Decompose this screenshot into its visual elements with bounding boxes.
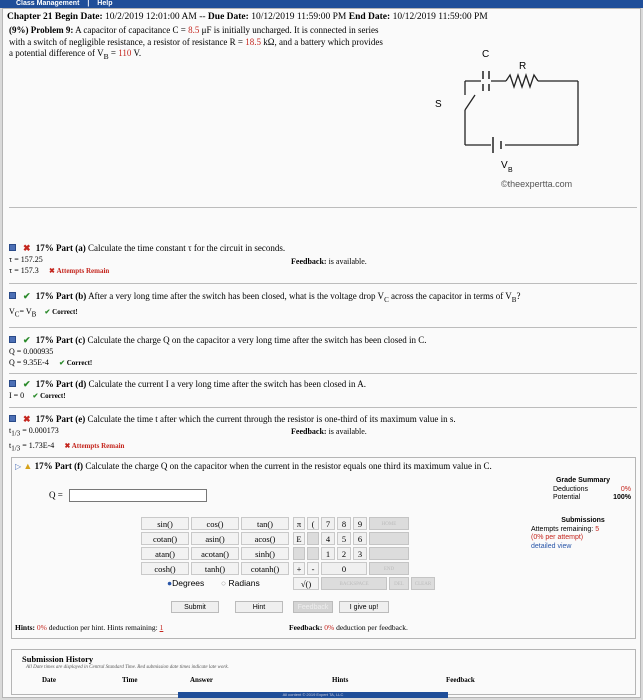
part-a-icon <box>9 243 20 252</box>
hint-button[interactable]: Hint <box>235 601 283 613</box>
digit-8-button[interactable]: 8 <box>337 517 351 530</box>
end-button[interactable]: END <box>369 562 409 575</box>
part-e-question: Calculate the time t after which the current through the resistor is one-third of its maximum value in s. <box>87 414 456 424</box>
warning-icon: ▲ <box>23 461 33 471</box>
date-dash: -- <box>199 12 206 22</box>
due-date-label: Due Date: <box>207 12 249 22</box>
col-hints: Hints <box>332 676 349 684</box>
digit-1-button[interactable]: 1 <box>321 547 335 560</box>
grade-summary <box>531 477 635 503</box>
part-a-answer-1: τ = 157.25 <box>9 255 43 264</box>
part-e-icon <box>9 414 20 423</box>
col-feedback: Feedback <box>446 676 475 684</box>
top-menu-bar <box>0 0 643 8</box>
problem-text-3b: = <box>110 48 116 58</box>
cotanh-button[interactable]: cotanh() <box>241 562 289 575</box>
chapter-title: Chapter 21 <box>7 12 53 22</box>
digit-6-button[interactable]: 6 <box>353 532 367 545</box>
calculator <box>141 517 438 592</box>
part-b-percent: 17% <box>35 291 54 301</box>
submission-history <box>11 649 636 695</box>
resistor-label: R <box>519 61 527 72</box>
problem-text-4: V. <box>133 48 142 58</box>
separator <box>9 283 637 284</box>
part-a-percent: 17% <box>35 243 54 253</box>
part-b-question-2-sub: B <box>511 295 517 304</box>
give-up-button[interactable]: I give up! <box>339 601 389 613</box>
part-d-answer: I = 0 <box>9 391 25 400</box>
part-c-answer-2: Q = 9.35E-4 <box>9 358 49 367</box>
sqrt-button[interactable]: √() <box>293 577 319 590</box>
attempts-label: Attempts remaining: <box>531 525 594 533</box>
expand-arrow-icon[interactable]: ▷ <box>15 462 22 471</box>
blank-key <box>369 532 409 545</box>
class-management-link[interactable]: Class Management <box>16 0 80 7</box>
part-a-question: Calculate the time constant τ for the circuit in seconds. <box>88 243 286 253</box>
digit-9-button[interactable]: 9 <box>353 517 367 530</box>
part-f-label[interactable]: Part (f) <box>54 461 84 471</box>
part-e-status: Attempts Remain <box>71 441 125 450</box>
minus-button[interactable]: - <box>307 562 319 575</box>
blank-key <box>307 532 319 545</box>
submissions-title: Submissions <box>561 517 605 524</box>
hints-percent: 0% <box>36 623 47 632</box>
detailed-view-link[interactable]: detailed view <box>531 542 572 550</box>
part-d-percent: 17% <box>35 379 54 389</box>
sin-button[interactable]: sin() <box>141 517 189 530</box>
check-icon: ✔ <box>23 379 31 389</box>
clear-button[interactable]: CLEAR <box>411 577 435 590</box>
degrees-radio[interactable]: ●Degrees <box>167 578 205 588</box>
del-button[interactable]: DEL <box>389 577 409 590</box>
part-c-percent: 17% <box>35 335 54 345</box>
part-b-answer: $V_C= V_B$ <box>9 306 37 319</box>
battery-label-sub: B <box>508 167 513 174</box>
part-d-question: Calculate the current I a very long time after the switch has been closed in A. <box>88 379 366 389</box>
part-a-status: Attempts Remain <box>56 267 110 275</box>
problem-text-3: kΩ, and a battery which provides a potential difference of V <box>9 36 383 58</box>
answer-input[interactable] <box>69 489 207 502</box>
part-e-feedback <box>291 426 367 437</box>
end-date-label: End Date: <box>348 12 391 22</box>
separator <box>9 407 637 408</box>
submissions-summary <box>531 517 635 551</box>
deductions-value: 0% <box>620 485 631 493</box>
grade-summary-title: Grade Summary <box>555 477 611 484</box>
cos-button[interactable]: cos() <box>191 517 239 530</box>
hints-label: Hints: <box>15 623 36 632</box>
part-e-percent: 17% <box>35 414 54 424</box>
part-f <box>15 461 643 472</box>
hints-remaining: 1 <box>159 623 164 632</box>
problem-number: (9%) Problem 9: <box>9 25 74 35</box>
digit-2-button[interactable]: 2 <box>337 547 351 560</box>
feedback-deduction-label: Feedback: <box>289 623 323 632</box>
tan-button[interactable]: tan() <box>241 517 289 530</box>
part-b-question: After a very long time after the switch has been closed, what is the voltage drop V <box>88 291 385 301</box>
feedback-label: Feedback: <box>291 427 327 436</box>
attempts-value: 5 <box>595 525 600 533</box>
radians-radio[interactable]: ○ Radians <box>221 578 260 588</box>
problem-statement <box>9 25 389 62</box>
watermark: ©theexpertta.com <box>501 179 573 189</box>
digit-0-button[interactable]: 0 <box>321 562 367 575</box>
backspace-button[interactable]: BACKSPACE <box>321 577 387 590</box>
separator <box>9 327 637 328</box>
part-c-answer-1: Q = 0.000935 <box>9 347 54 356</box>
problem-text-2: μF is initially uncharged. It is connected in series with a switch of negligible resistance, a resistor of resistance R = <box>9 25 379 47</box>
part-b-label[interactable]: Part (b) <box>56 291 87 301</box>
digit-7-button[interactable]: 7 <box>321 517 335 530</box>
feedback-button[interactable]: Feedback <box>293 601 333 613</box>
potential-label: Potential <box>553 494 581 501</box>
submit-button[interactable]: Submit <box>171 601 219 613</box>
col-time: Time <box>122 676 138 684</box>
part-e: ✖ 17% Part (e) Calculate the time t after which the current through the resistor is one-third of its maximum value in s. $t_{1/3} = 0.000173$ $t_{1/3} = 1.73E-4$ ✖ Attempts Remain Feedback: is available. <box>9 414 456 453</box>
feedback-value: is available. <box>328 257 367 266</box>
e-button[interactable]: E <box>293 532 305 545</box>
part-b: ✔ 17% Part (b) After a very long time after the switch has been closed, what is the voltage drop $V_C$ across the capacitor in terms of $V_B$? $V_C= V_B$ ✔ Correct! <box>9 291 521 319</box>
separator <box>9 207 637 208</box>
part-f-question: Calculate the charge Q on the capacitor when the current in the resistor equals one third its maximum value in C. <box>85 461 492 471</box>
menu-separator: | <box>87 0 90 7</box>
part-e-answer-2: $t_{1/3} = 1.73E-4$ <box>9 440 55 453</box>
home-button[interactable]: HOME <box>369 517 409 530</box>
acotan-button[interactable]: acotan() <box>191 547 239 560</box>
help-link[interactable]: Help <box>97 0 113 7</box>
part-c-label[interactable]: Part (c) <box>56 335 86 345</box>
col-date: Date <box>42 676 56 684</box>
part-b-question-2: across the capacitor in terms of V <box>390 291 512 301</box>
circuit-diagram <box>403 25 633 175</box>
digit-3-button[interactable]: 3 <box>353 547 367 560</box>
deductions-label: Deductions <box>553 485 589 493</box>
part-b-question-3: ? <box>516 291 521 301</box>
part-e-answer-1: $t_{1/3} = 0.000173$ <box>9 426 59 438</box>
problem-sheet <box>2 8 641 698</box>
separator <box>9 373 637 374</box>
part-b-status: Correct! <box>52 307 78 316</box>
col-answer: Answer <box>190 676 213 684</box>
part-d: ✔ 17% Part (d) Calculate the current I a very long time after the switch has been closed in A. I = 0 ✔ Correct! <box>9 379 366 400</box>
due-date-value: 10/12/2019 11:59:00 PM <box>251 12 347 22</box>
switch-label: S <box>435 99 442 110</box>
q-input-label: Q = <box>49 490 63 500</box>
part-d-status: Correct! <box>40 392 66 400</box>
hints-text: deduction per hint. Hints remaining: <box>48 623 158 632</box>
blank-key <box>307 547 319 560</box>
part-a-answer-2: τ = 157.3 <box>9 266 39 275</box>
blank-key <box>369 547 409 560</box>
part-e-label[interactable]: Part (e) <box>56 414 86 424</box>
pi-button[interactable]: π <box>293 517 305 530</box>
vb-subscript: B <box>103 51 109 61</box>
acos-button[interactable]: acos() <box>241 532 289 545</box>
part-c-icon <box>9 335 20 344</box>
x-icon: ✖ <box>23 243 31 253</box>
submission-history-note: All Date times are displayed in Central Standard Time. Red submission date times indicate late work. <box>26 665 229 670</box>
atan-button[interactable]: atan() <box>141 547 189 560</box>
part-b-question-sub: C <box>384 295 389 304</box>
part-a: ✖ 17% Part (a) Calculate the time constant τ for the circuit in seconds. τ = 157.25 τ = 157.3 ✖ Attempts Remain Feedback: is available. <box>9 243 367 275</box>
assignment-header <box>7 12 637 22</box>
part-b-icon <box>9 291 20 300</box>
voltage-value: 110 <box>118 48 132 58</box>
feedback-percent: 0% <box>324 623 335 632</box>
battery-label: V <box>501 160 508 171</box>
part-a-feedback <box>291 256 367 267</box>
capacitance-value: 8.5 <box>188 25 200 35</box>
sinh-button[interactable]: sinh() <box>241 547 289 560</box>
part-c: ✔ 17% Part (c) Calculate the charge Q on the capacitor a very long time after the switch has been closed in C. Q = 0.000935 Q = 9.35E-4 ✔ Correct! <box>9 335 427 367</box>
feedback-deduction-text: deduction per feedback. <box>336 623 408 632</box>
capacitor-label: C <box>482 49 490 60</box>
check-icon: ✔ <box>23 335 31 345</box>
cotan-button[interactable]: cotan() <box>141 532 189 545</box>
feedback-label: Feedback: <box>291 257 327 266</box>
begin-date-value: 10/2/2019 12:01:00 AM <box>105 12 197 22</box>
asin-button[interactable]: asin() <box>191 532 239 545</box>
cosh-button[interactable]: cosh() <box>141 562 189 575</box>
hints-row <box>13 621 633 637</box>
potential-value: 100% <box>613 494 631 501</box>
part-a-label[interactable]: Part (a) <box>56 243 86 253</box>
x-icon: ✖ <box>23 414 31 424</box>
part-d-icon <box>9 379 20 388</box>
submission-history-title: Submission History <box>22 654 94 664</box>
battery-symbol <box>493 137 501 153</box>
tanh-button[interactable]: tanh() <box>191 562 239 575</box>
part-d-label[interactable]: Part (d) <box>56 379 87 389</box>
digit-5-button[interactable]: 5 <box>337 532 351 545</box>
part-c-status: Correct! <box>66 359 93 367</box>
plus-button[interactable]: + <box>293 562 305 575</box>
paren-button[interactable]: ( <box>307 517 319 530</box>
part-c-question: Calculate the charge Q on the capacitor a very long time after the switch has been closed in C. <box>87 335 427 345</box>
end-date-value: 10/12/2019 11:59:00 PM <box>392 12 488 22</box>
blank-key <box>293 547 305 560</box>
part-f-percent: 17% <box>34 461 53 471</box>
footer-copyright: All content © 2019 Expert TA, LLC <box>178 692 448 698</box>
resistance-value: 18.5 <box>245 36 262 47</box>
per-attempt-text: (0% per attempt) <box>531 534 584 541</box>
feedback-value: is available. <box>328 427 367 436</box>
begin-date-label: Begin Date: <box>54 12 103 22</box>
digit-4-button[interactable]: 4 <box>321 532 335 545</box>
problem-text-1: A capacitor of capacitance C = <box>75 25 186 35</box>
check-icon: ✔ <box>23 291 31 301</box>
